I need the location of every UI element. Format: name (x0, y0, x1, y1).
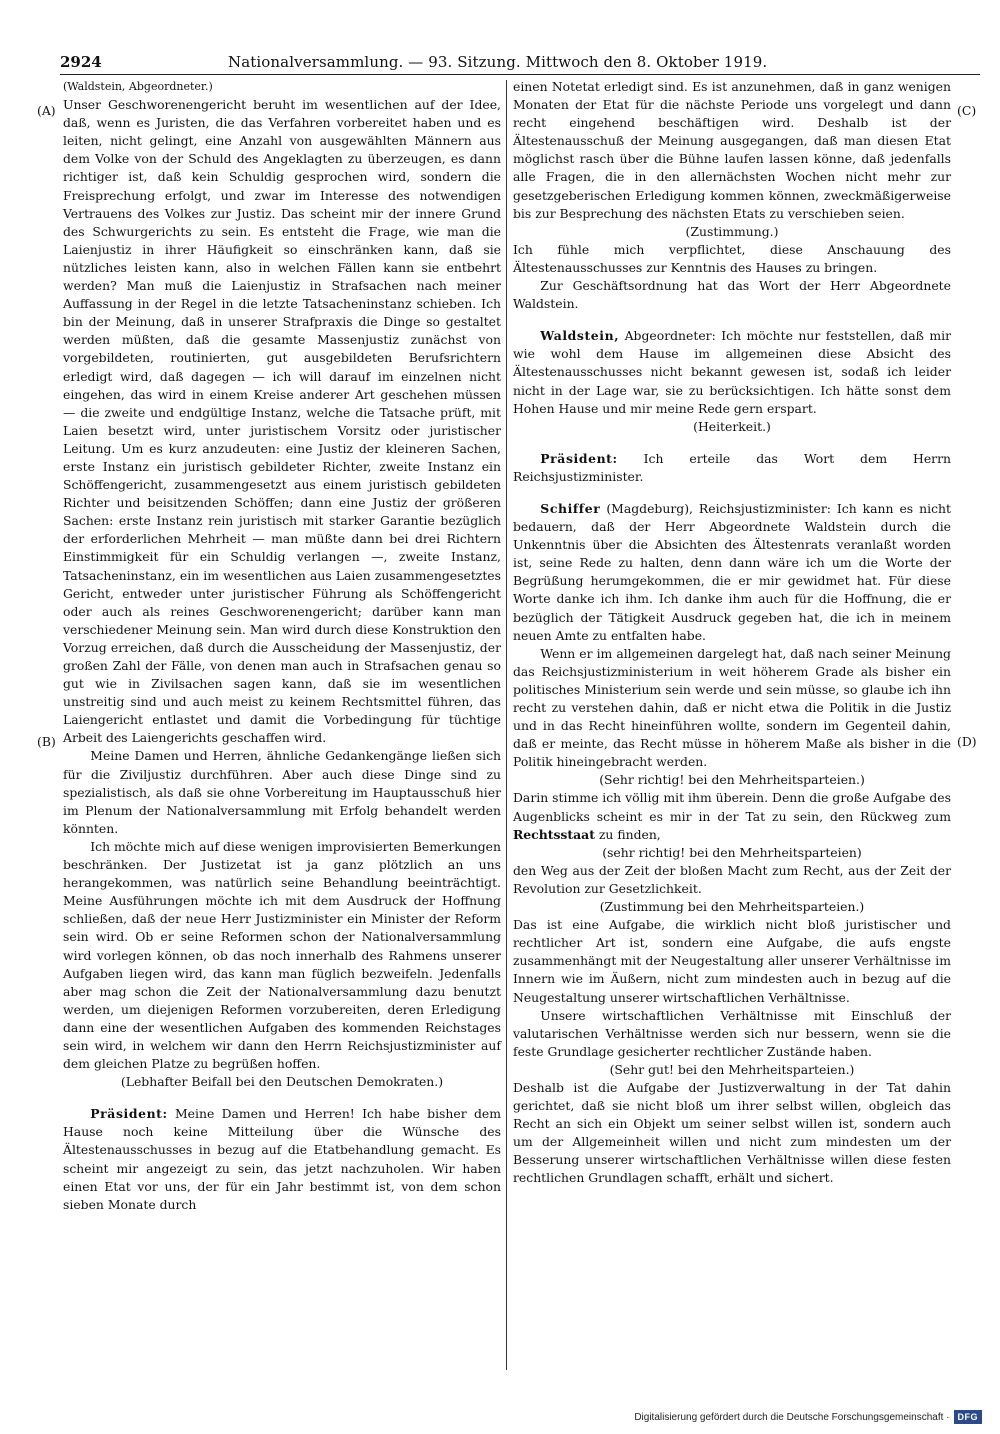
paragraph: Deshalb ist die Aufgabe der Justizverwaltung in der Tat dahin gerichtet, daß sie nicht bloß um ihrer selbst willen, obgleich das Recht an sich ein Objekt um seiner selbst willen ist, sondern auch um der Allgemeinheit willen und nicht zum mindesten um der Besserung unserer wirtschaftlichen Verhältnisse willen diese festen rechtlichen Grundlagen schafft, erhält und sichert. (513, 1079, 951, 1186)
margin-label-a: (A) (37, 103, 56, 118)
speaker-paragraph (513, 327, 951, 417)
reaction: (sehr richtig! bei den Mehrheitsparteien) (602, 844, 862, 860)
left-column (63, 78, 501, 1214)
dfg-logo: DFG (954, 1410, 983, 1424)
header-rule (60, 74, 980, 75)
speaker-paragraph (63, 1105, 501, 1214)
paragraph: einen Notetat erledigt sind. Es ist anzunehmen, daß in ganz wenigen Monaten der Etat für die nächste Periode uns vorgelegt und dann recht eingehend beschäftigen wird. Deshalb ist der Ältestenausschuß der Meinung ausgegangen, daß man diesen Etat möglichst rasch über die Bühne laufen lassen könne, daß jedenfalls alle Fragen, die in den allernächsten Wochen nicht mehr zur gesetzgeberischen Erledigung kommen können, zweckmäßigerweise bis zur Besprechung des nächsten Etats zu verschieben seien. (513, 79, 951, 221)
speaker-paragraph (513, 450, 951, 486)
digitization-footer (634, 1410, 982, 1424)
speech-text: (Magdeburg), Reichsjustizminister: Ich kann es nicht bedauern, daß der Herr Abgeordnete Waldstein durch die Unkenntnis über die Absichten des Ältestenrats veranlaßt worden ist, seine Rede zu halten, denn dann wäre ich um die Worte der Begrüßung herumgekommen, die er mir gewidmet hat. Für diese Worte danke ich ihm. Ich danke ihm auch für die Hoffnung, die er bezüglich der Tätigkeit Ausdruck gegeben hat, die ich in meinem neuen Amte zu entfalten habe. (513, 500, 951, 643)
speaker-name: Waldstein, (540, 328, 620, 344)
text-run: Darin stimme ich völlig mit ihm überein. Denn die große Aufgabe des Augenblicks scheint es mir in der Tat zu sein, den Rückweg zum (513, 790, 951, 824)
text-run: zu finden, (598, 826, 661, 842)
paragraph: Ich fühle mich verpflichtet, diese Anschauung des Ältestenausschusses zur Kenntnis des Hauses zu bringen. (513, 241, 951, 275)
margin-label-d: (D) (957, 734, 977, 749)
speaker-name: Präsident: (540, 450, 618, 466)
reaction: (Sehr gut! bei den Mehrheitsparteien.) (609, 1061, 855, 1077)
paragraph: Wenn er im allgemeinen dargelegt hat, daß nach seiner Meinung das Reichsjustizministerium in weit höherem Grade als bisher ein politisches Ministerium sein werde und sein müsse, so glaube ich ihn recht zu verstehen dahin, daß er nicht etwa die Politik in die Justiz und in das Recht hineinführen wollte, sondern im Gegenteil dahin, daß er meinte, das Recht müsse in höherem Maße als bisher in die Politik hineingebracht werden. (513, 645, 951, 770)
reaction: (Heiterkeit.) (693, 418, 771, 434)
paragraph: Meine Damen und Herren, ähnliche Gedankengänge ließen sich für die Ziviljustiz durchführen. Aber auch diese Dinge sind zu spezialistisch, als daß sie ohne Vorbereitung im Hauptausschuß hier im Plenum der Nationalversammlung mit Erfolg behandelt werden könnten. (63, 748, 501, 836)
reaction: (Zustimmung.) (685, 223, 779, 239)
page-header (60, 50, 980, 74)
page-title: Nationalversammlung. — 93. Sitzung. Mittwoch den 8. Oktober 1919. (228, 53, 768, 71)
running-speaker: (Waldstein, Abgeordneter.) (63, 80, 213, 93)
paragraph: Das ist eine Aufgabe, die wirklich nicht bloß juristischer und rechtlicher Art ist, sondern eine Aufgabe, die aufs engste zusammenhängt mit der Neugestaltung aller unserer Verhältnisse im Innern wie im Äußern, nicht zum mindesten auch in bezug auf die Neugestaltung unserer wirtschaftlichen Verhältnisse. (513, 917, 951, 1005)
footer-text: Digitalisierung gefördert durch die Deutsche Forschungsgemeinschaft · (634, 1411, 950, 1423)
page-number: 2924 (60, 53, 102, 71)
speaker-paragraph (513, 500, 951, 645)
right-column (513, 78, 951, 1188)
paragraph: den Weg aus der Zeit der bloßen Macht zum Recht, aus der Zeit der Revolution zur Gesetzlichkeit. (513, 862, 951, 896)
reaction: (Lebhafter Beifall bei den Deutschen Demokraten.) (120, 1074, 444, 1090)
speech-text: Abgeordneter: Ich möchte nur feststellen, daß mir wie wohl dem Hause im allgemeinen diese Absicht des Ältestenausschusses nicht bekannt gewesen ist, sodaß ich leider nicht in der Lage war, sie zu berücksichtigen. Ich hätte sonst dem Hohen Hause und mir meine Rede gern erspart. (513, 328, 951, 416)
paragraph: Unsere wirtschaftlichen Verhältnisse mit Einschluß der valutarischen Verhältnisse werden sich nur bessern, wenn sie die feste Grundlage gesicherter rechtlicher Zustände haben. (513, 1007, 951, 1059)
speaker-name: Präsident: (90, 1106, 168, 1122)
speech-text: Meine Damen und Herren! Ich habe bisher dem Hause noch keine Mitteilung über die Wünsche des Ältestenausschusses in bezug auf die Etatbehandlung gemacht. Es scheint mir angezeigt zu sein, das jetzt nachzuholen. Wir haben einen Etat vor uns, der für ein Jahr bestimmt ist, von dem schon sieben Monate durch (63, 1106, 501, 1212)
paragraph: Zur Geschäftsordnung hat das Wort der Herr Abgeordnete Waldstein. (513, 278, 951, 312)
paragraph (513, 789, 951, 843)
column-divider (506, 80, 507, 1370)
paragraph: Unser Geschworenengericht beruht im wesentlichen auf der Idee, daß, wenn es Juristen, die das Verfahren vorbereitet haben und es leiten, nicht gelingt, eine Anzahl von ausgewählten Männern aus dem Volke von der Schuld des Angeklagten zu überzeugen, es dann richtiger ist, daß kein Schuldig gesprochen wird, sondern die Freisprechung erfolgt, und zwar im Interesse des notwendigen Vertrauens des Volkes zur Justiz. Das scheint mir der innere Grund des Schwurgerichts zu sein. Es entsteht die Frage, wie man die Laienjustiz in ihrer Häufigkeit so einschränken kann, daß sie nützliches leisten kann, also in welchen Fällen kann sie entbehrt werden? Man muß die Laienjustiz in Strafsachen nach meiner Auffassung in der Regel in die letzte Tatsacheninstanz schieben. Ich bin der Meinung, daß in unserer Strafpraxis die Dinge so gestaltet werden müßten, daß die gesamte Massenjustiz zunächst von vorgebildeten, routinierten, gut ausgebildeten Berufsrichtern erledigt wird, daß dagegen — ich will darauf im einzelnen nicht eingehen, das wird in einem Kreise anderer Art geschehen müssen — die zweite und endgültige Instanz, welche die Tatsache prüft, mit Laien besetzt wird, unter juristischem Vorsitz oder juristischer Leitung. Um es kurz anzudeuten: eine Justiz der kleineren Sachen, erste Instanz ein juristisch gebildeter Richter, zweite Instanz ein Schöffengericht, zusammengesetzt aus einem juristisch gebildeten Richter und beisitzenden Schöffen; dann eine Justiz der größeren Sachen: erste Instanz rein juristisch mit starker Garantie bezüglich der erforderlichen Mehrheit — man müßte dann bei drei Richtern Einstimmigkeit für ein Schuldig verlangen —, zweite Instanz, Tatsacheninstanz, ein im wesentlichen aus Laien zusammengesetztes Gericht, entweder unter juristischer Führung als Schöffengericht oder auch als reines Geschworenengericht; darüber kann man verschiedener Meinung sein. Man wird durch diese Konstruktion den Vorzug erreichen, daß durch die Ausscheidung der Massenjustiz, der großen Zahl der Fälle, von denen man auch in Strafsachen genau so gut wie in Zivilsachen sagen kann, daß sie im wesentlichen unstreitig sind und auch meist zu keinem Rechtsmittel führen, das Laiengericht entlastet und damit die Vorbedingung für tüchtige Arbeit des Laiengerichts geschaffen wird. (63, 97, 501, 746)
speech-text: Ich erteile das Wort dem Herrn Reichsjustizminister. (513, 450, 951, 484)
paragraph: Ich möchte mich auf diese wenigen improvisierten Bemerkungen beschränken. Der Justizetat ist ja ganz plötzlich an uns herangekommen, was natürlich seine Behandlung beeinträchtigt. Meine Ausführungen möchte ich mit dem Ausdruck der Hoffnung schließen, daß der neue Herr Justizminister ein Minister der Reform sein wird. Ob er seine Reformen schon der Nationalversammlung wird vorlegen können, ob das noch innerhalb des Rahmens unserer Aufgaben liegen wird, das kann man füglich bezweifeln. Jedenfalls aber mag schon die Zeit der Nationalversammlung dazu benutzt werden, um diejenigen Reformen vorzubereiten, deren Erledigung dann eine der wesentlichen Aufgaben des kommenden Reichstages sein wird, in welchem wir dann den Herrn Reichsjustizminister auf dem gleichen Platze zu begrüßen hoffen. (63, 838, 501, 1072)
speaker-name: Schiffer (540, 500, 601, 516)
reaction: (Sehr richtig! bei den Mehrheitsparteien.) (599, 772, 865, 788)
reaction: (Zustimmung bei den Mehrheitsparteien.) (599, 899, 865, 915)
margin-label-b: (B) (37, 734, 56, 749)
margin-label-c: (C) (957, 103, 977, 118)
bold-term: Rechtsstaat (513, 826, 595, 842)
